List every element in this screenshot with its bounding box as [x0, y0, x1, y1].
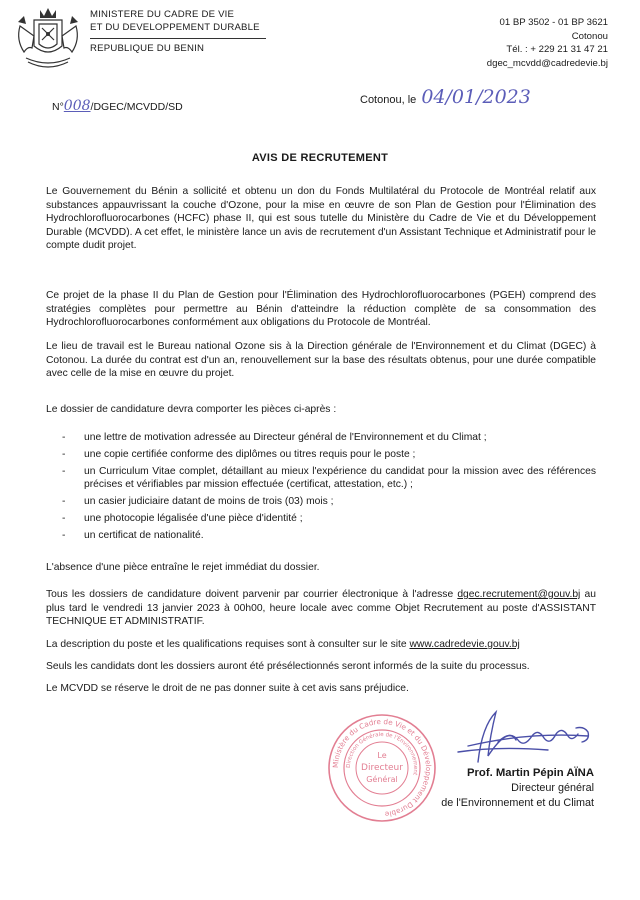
list-item: - une copie certifiée conforme des diplômes ou titres requis pour le poste ;	[62, 448, 596, 462]
stamp-ring-text: Ministère du Cadre de Vie et du Développement Durable	[330, 716, 434, 819]
contact-block	[487, 16, 608, 70]
paragraph-rejection: L'absence d'une pièce entraîne le rejet immédiat du dossier.	[46, 562, 320, 573]
submission-text-end: au plus tard le vendredi 13 janvier 2023 à 00h00, heure locale avec comme Objet Recrutement au poste d'ASSISTANT TECHNIQUE ET ADMINISTRATIF.	[46, 589, 596, 628]
paragraph-context: Le Gouvernement du Bénin a sollicité et obtenu un don du Fonds Multilatéral du Protocole de Montréal relatif aux substances appauvrissant la couche d'Ozone, pour la mise en œuvre de son Plan de Gestion pour l'Élimination des Hydrochlorofluorocarbones (HCFC) phase II, qui est sous tutelle du Ministère du Cadre de Vie et du Développement Durable (MCVDD). A cet effet, le ministère lance un avis de recrutement d'un Assistant Technique et Administratif pour le compte dudit projet.	[46, 186, 596, 252]
contact-tel: Tél. : + 229 21 31 47 21	[506, 44, 608, 55]
contact-bp: 01 BP 3502 - 01 BP 3621	[499, 17, 608, 28]
list-item: - un certificat de nationalité.	[62, 529, 596, 543]
paragraph-workplace: Le lieu de travail est le Bureau national Ozone sis à la Direction générale de l'Environnement et du Climat (DGEC) à Cotonou. La durée du contrat est d'un an, renouvellement sur la base des résultats obtenus, pour une durée compatible avec celle de la mise en œuvre du projet.	[46, 341, 596, 380]
signatory-title-line-1: Directeur général	[511, 782, 594, 794]
signatory-block	[441, 766, 594, 811]
coat-of-arms-icon	[12, 6, 84, 72]
list-item: - une photocopie légalisée d'une pièce d'identité ;	[62, 512, 596, 526]
submission-text-start: Tous les dossiers de candidature doivent parvenir par courrier électronique à l'adresse	[46, 589, 458, 600]
contact-email: dgec_mcvdd@cadredevie.bj	[486, 57, 608, 69]
paragraph-reservation: Le MCVDD se réserve le droit de ne pas donner suite à cet avis sans préjudice.	[46, 683, 409, 694]
signatory-name: Prof. Martin Pépin AÏNA	[467, 767, 594, 779]
ministry-header	[90, 8, 266, 55]
place-date	[360, 86, 531, 108]
republic-name: REPUBLIQUE DU BENIN	[90, 43, 205, 54]
description-text: La description du poste et les qualifications requises sont à consulter sur le site	[46, 639, 410, 650]
stamp-inner-text: Direction Générale de l'Environnement	[345, 731, 419, 776]
header-divider	[90, 38, 266, 39]
official-stamp-icon	[326, 712, 438, 824]
recruitment-email-link[interactable]: dgec.recrutement@gouv.bj	[457, 589, 581, 600]
paragraph-submission	[46, 588, 596, 629]
list-item: - une lettre de motivation adressée au Directeur général de l'Environnement et du Climat ;	[62, 431, 596, 445]
website-link[interactable]: www.cadredevie.gouv.bj	[409, 639, 520, 650]
place-label: Cotonou, le	[360, 94, 417, 106]
paragraph-description	[46, 638, 596, 652]
stamp-center-line-1: Le	[377, 751, 387, 760]
list-item: - un Curriculum Vitae complet, détaillant au mieux l'expérience du candidat pour la mission avec des références précises et vérifiables par mission effectuée (certificat, attestation, etc.) ;	[62, 465, 596, 492]
paragraph-preselection: Seuls les candidats dont les dossiers auront été présélectionnés seront informés de la suite du processus.	[46, 661, 530, 672]
ministry-line-1: MINISTERE DU CADRE DE VIE	[90, 9, 235, 20]
stamp-center-line-2: Directeur	[361, 763, 403, 773]
signatory-title-line-2: de l'Environnement et du Climat	[441, 797, 594, 809]
paragraph-project: Ce projet de la phase II du Plan de Gestion pour l'Élimination des Hydrochlorofluorocarbones (PGEH) comprend des stratégies complètes pour permettre au Bénin d'atteindre la réduction complète de sa consommation des Hydrochlorofluorocarbones conformément aux obligations du Protocole de Montréal.	[46, 290, 596, 329]
stamp-center-line-3: Général	[366, 775, 398, 784]
handwritten-signature-icon	[438, 706, 598, 766]
reference-prefix: N°	[52, 101, 64, 113]
handwritten-reference-number: 008	[63, 98, 91, 114]
handwritten-date: 04/01/2023	[421, 86, 531, 108]
ministry-line-2: ET DU DEVELOPPEMENT DURABLE	[90, 22, 260, 33]
contact-city: Cotonou	[571, 30, 608, 42]
paragraph-documents-intro: Le dossier de candidature devra comporter les pièces ci-après :	[46, 404, 337, 415]
reference-number	[52, 98, 183, 114]
reference-suffix: /DGEC/MCVDD/SD	[90, 101, 183, 113]
documents-list	[62, 431, 596, 545]
list-item: - un casier judiciaire datant de moins de trois (03) mois ;	[62, 495, 596, 509]
document-title: AVIS DE RECRUTEMENT	[251, 152, 389, 164]
